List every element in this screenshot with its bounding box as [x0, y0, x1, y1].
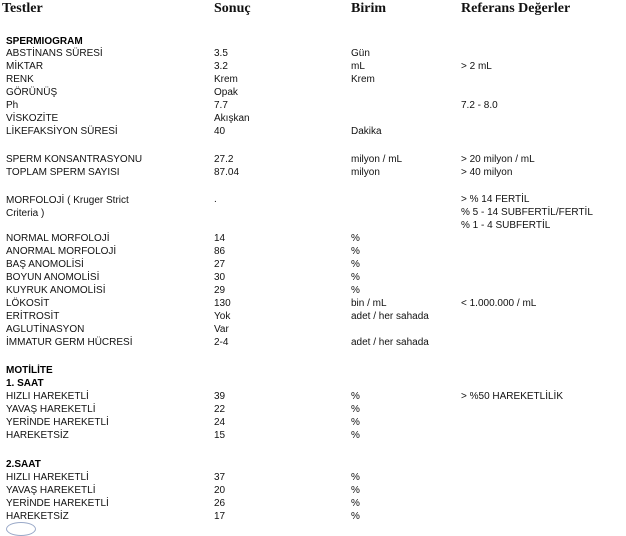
- test-name: SPERM KONSANTRASYONU: [6, 154, 143, 165]
- test-result: 26: [214, 498, 226, 509]
- test-result: 40: [214, 126, 226, 137]
- test-name: ANORMAL MORFOLOJİ: [6, 246, 117, 257]
- table-row: [0, 285, 626, 297]
- test-unit: milyon / mL: [351, 154, 403, 165]
- test-result: 17: [214, 511, 226, 522]
- morphology-test-line2: Criteria ): [6, 208, 45, 219]
- table-row: [0, 233, 626, 245]
- test-name: HAREKETSİZ: [6, 430, 69, 441]
- test-result: 37: [214, 472, 226, 483]
- header-unit: Birim: [351, 1, 386, 16]
- test-name: İMMATUR GERM HÜCRESİ: [6, 337, 133, 348]
- test-result: Yok: [214, 311, 231, 322]
- test-unit: %: [351, 233, 360, 244]
- test-result: 27: [214, 259, 226, 270]
- test-unit: %: [351, 404, 360, 415]
- test-result: 39: [214, 391, 226, 402]
- table-row: [0, 391, 626, 403]
- motility-hour1-title: 1. SAAT: [6, 378, 44, 389]
- test-name: GÖRÜNÜŞ: [6, 87, 58, 98]
- test-name: BOYUN ANOMOLİSİ: [6, 272, 100, 283]
- test-reference: > 40 milyon: [461, 167, 513, 178]
- test-result: Krem: [214, 74, 238, 85]
- test-result: 87.04: [214, 167, 240, 178]
- test-unit: Dakika: [351, 126, 382, 137]
- table-row: [0, 246, 626, 258]
- test-name: YAVAŞ HAREKETLİ: [6, 404, 96, 415]
- test-name: ABSTİNANS SÜRESİ: [6, 48, 103, 59]
- test-result: Opak: [214, 87, 238, 98]
- header-reference: Referans Değerler: [461, 1, 571, 16]
- section-motility-title: MOTİLİTE: [6, 365, 53, 376]
- test-unit: adet / her sahada: [351, 337, 429, 348]
- test-result: 27.2: [214, 154, 234, 165]
- test-unit: Krem: [351, 74, 375, 85]
- test-unit: %: [351, 511, 360, 522]
- test-unit: %: [351, 259, 360, 270]
- section-spermiogram-title: SPERMIOGRAM: [6, 36, 83, 47]
- table-row: [0, 87, 626, 99]
- test-result: Akışkan: [214, 113, 250, 124]
- test-result: Var: [214, 324, 229, 335]
- table-row: [0, 259, 626, 271]
- test-name: BAŞ ANOMOLİSİ: [6, 259, 84, 270]
- test-name: HIZLI HAREKETLİ: [6, 391, 89, 402]
- table-row: [0, 498, 626, 510]
- table-row: [0, 61, 626, 73]
- test-unit: mL: [351, 61, 365, 72]
- test-name: YERİNDE HAREKETLİ: [6, 498, 109, 509]
- table-row: [0, 324, 626, 336]
- header-result: Sonuç: [214, 1, 251, 16]
- test-unit: %: [351, 417, 360, 428]
- morphology-test-line1: MORFOLOJİ ( Kruger Strict: [6, 195, 129, 206]
- table-row: [0, 511, 626, 523]
- test-result: 14: [214, 233, 226, 244]
- test-name: HAREKETSİZ: [6, 511, 69, 522]
- table-row: [0, 311, 626, 323]
- table-row: [0, 126, 626, 138]
- table-row: [0, 167, 626, 179]
- table-row: [0, 430, 626, 442]
- test-unit: bin / mL: [351, 298, 387, 309]
- test-name: MİKTAR: [6, 61, 44, 72]
- test-unit: %: [351, 430, 360, 441]
- morphology-ref-subfertile-fertile: % 5 - 14 SUBFERTİL/FERTİL: [461, 207, 593, 218]
- table-row: [0, 417, 626, 429]
- table-row: [0, 48, 626, 60]
- test-unit: %: [351, 391, 360, 402]
- test-unit: milyon: [351, 167, 380, 178]
- test-unit: %: [351, 498, 360, 509]
- test-result: 130: [214, 298, 231, 309]
- test-reference: > 20 milyon / mL: [461, 154, 535, 165]
- table-row: [0, 298, 626, 310]
- table-row: [0, 404, 626, 416]
- test-name: HIZLI HAREKETLİ: [6, 472, 89, 483]
- morphology-ref-subfertile: % 1 - 4 SUBFERTİL: [461, 220, 551, 231]
- partial-circle-shape: [6, 522, 36, 536]
- table-row: [0, 485, 626, 497]
- test-result: 29: [214, 285, 226, 296]
- test-result: 30: [214, 272, 226, 283]
- test-reference: < 1.000.000 / mL: [461, 298, 537, 309]
- test-name: RENK: [6, 74, 34, 85]
- test-result: 7.7: [214, 100, 228, 111]
- morphology-ref-fertile: > % 14 FERTİL: [461, 194, 530, 205]
- test-unit: %: [351, 272, 360, 283]
- test-name: VİSKOZİTE: [6, 113, 59, 124]
- table-row: [0, 472, 626, 484]
- test-name: TOPLAM SPERM SAYISI: [6, 167, 120, 178]
- header-tests: Testler: [2, 1, 43, 16]
- test-reference: > %50 HAREKETLİLİK: [461, 391, 563, 402]
- test-result: 3.2: [214, 61, 228, 72]
- test-unit: %: [351, 472, 360, 483]
- test-name: Ph: [6, 100, 19, 111]
- motility-hour2-title: 2.SAAT: [6, 459, 41, 470]
- test-name: YAVAŞ HAREKETLİ: [6, 485, 96, 496]
- table-row: [0, 154, 626, 166]
- table-row: [0, 337, 626, 349]
- test-name: KUYRUK ANOMOLİSİ: [6, 285, 106, 296]
- test-reference: 7.2 - 8.0: [461, 100, 498, 111]
- table-row: [0, 113, 626, 125]
- test-unit: %: [351, 485, 360, 496]
- test-name: NORMAL MORFOLOJİ: [6, 233, 110, 244]
- test-unit: %: [351, 246, 360, 257]
- morphology-result: .: [214, 194, 217, 205]
- test-result: 86: [214, 246, 226, 257]
- test-result: 22: [214, 404, 226, 415]
- table-row: [0, 100, 626, 112]
- test-name: LÖKOSİT: [6, 298, 50, 309]
- test-reference: > 2 mL: [461, 61, 492, 72]
- test-result: 2-4: [214, 337, 229, 348]
- test-result: 15: [214, 430, 226, 441]
- table-row: [0, 272, 626, 284]
- table-row: [0, 74, 626, 86]
- test-name: YERİNDE HAREKETLİ: [6, 417, 109, 428]
- test-result: 3.5: [214, 48, 228, 59]
- test-result: 20: [214, 485, 226, 496]
- test-name: ERİTROSİT: [6, 311, 60, 322]
- test-name: AGLUTİNASYON: [6, 324, 85, 335]
- test-unit: adet / her sahada: [351, 311, 429, 322]
- test-result: 24: [214, 417, 226, 428]
- test-unit: Gün: [351, 48, 370, 59]
- test-name: LİKEFAKSİYON SÜRESİ: [6, 126, 118, 137]
- test-unit: %: [351, 285, 360, 296]
